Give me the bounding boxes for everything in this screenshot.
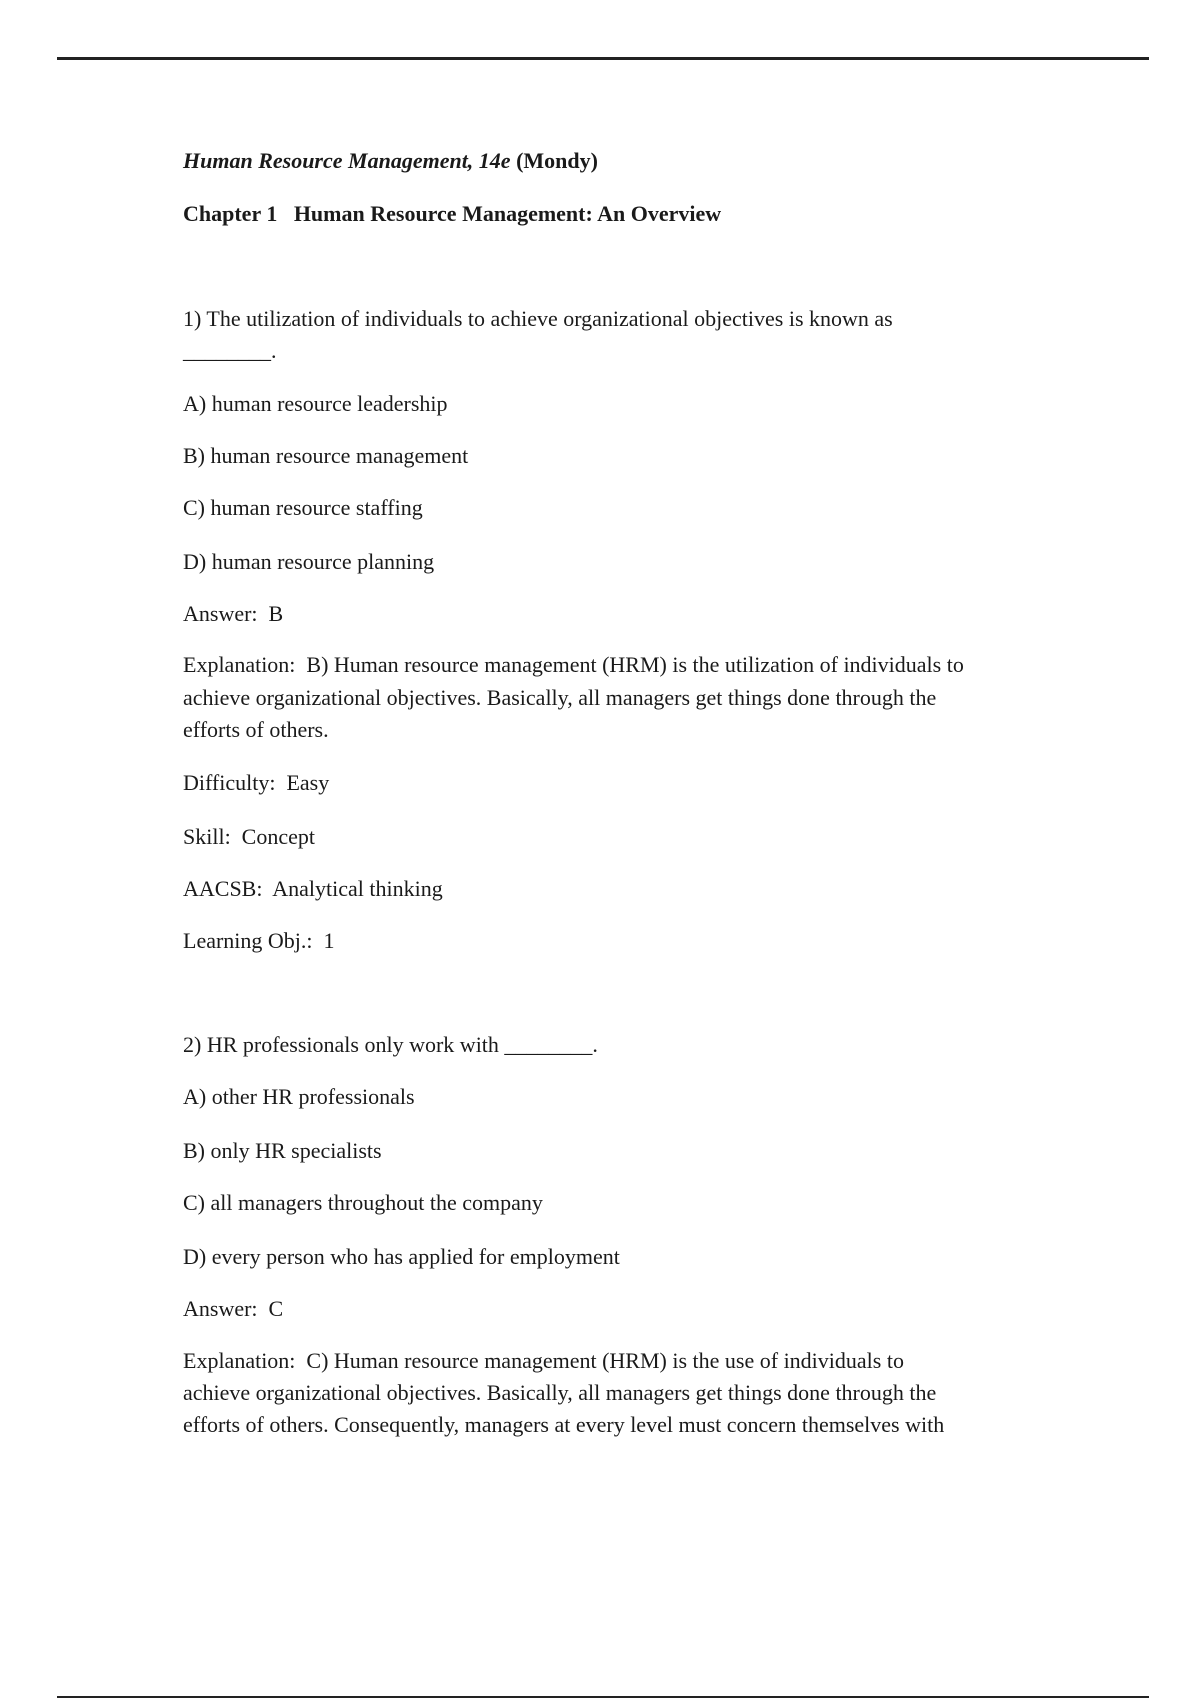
- top-rule: [57, 57, 1149, 60]
- question-1-option-c: C) human resource staffing: [183, 495, 423, 520]
- question-1-skill: Skill: Concept: [183, 824, 315, 849]
- question-2-option-c: C) all managers throughout the company: [183, 1190, 543, 1215]
- question-1-explanation-line: Explanation: B) Human resource management (HRM) is the utilization of individuals to: [183, 652, 964, 677]
- book-title-italic: Human Resource Management, 14e: [183, 148, 511, 173]
- question-1-option-b: B) human resource management: [183, 443, 469, 468]
- question-1-explanation-line: efforts of others.: [183, 717, 329, 742]
- question-1-option-a: A) human resource leadership: [183, 391, 448, 416]
- question-1-learning-obj: Learning Obj.: 1: [183, 928, 335, 953]
- book-title: [183, 145, 598, 177]
- question-1-aacsb: AACSB: Analytical thinking: [183, 876, 443, 901]
- bottom-rule: [57, 1696, 1149, 1698]
- question-2-option-b: B) only HR specialists: [183, 1138, 382, 1163]
- question-2-option-a: A) other HR professionals: [183, 1084, 415, 1109]
- question-1-answer: Answer: B: [183, 601, 284, 626]
- question-2-explanation-line: efforts of others. Consequently, managers at every level must concern themselves with: [183, 1412, 945, 1437]
- question-2-explanation-line: achieve organizational objectives. Basically, all managers get things done through the: [183, 1380, 937, 1405]
- question-1-stem-blank: ________.: [183, 338, 277, 363]
- question-1-difficulty: Difficulty: Easy: [183, 770, 330, 795]
- question-1-option-d: D) human resource planning: [183, 549, 435, 574]
- chapter-title: Chapter 1 Human Resource Management: An Overview: [183, 201, 722, 226]
- question-2-explanation-line: Explanation: C) Human resource management (HRM) is the use of individuals to: [183, 1348, 904, 1373]
- question-2-answer: Answer: C: [183, 1296, 284, 1321]
- question-1-explanation-line: achieve organizational objectives. Basically, all managers get things done through the: [183, 685, 937, 710]
- question-2-option-d: D) every person who has applied for employment: [183, 1244, 620, 1269]
- book-author: (Mondy): [516, 148, 598, 173]
- question-1-stem: 1) The utilization of individuals to achieve organizational objectives is known as: [183, 306, 893, 331]
- question-2-stem: 2) HR professionals only work with ________.: [183, 1032, 598, 1057]
